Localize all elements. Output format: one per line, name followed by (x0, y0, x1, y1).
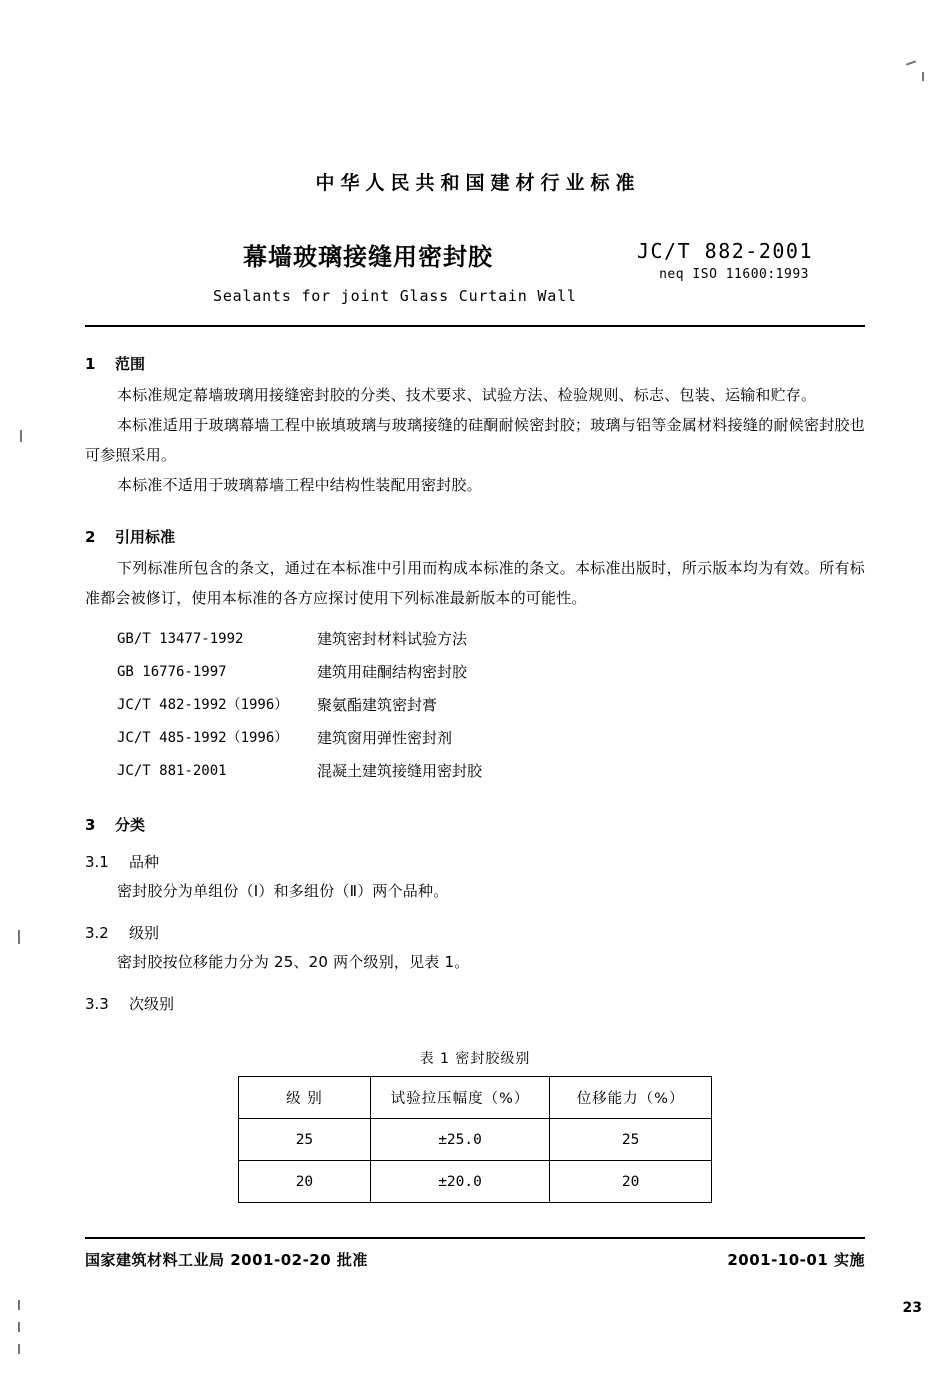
section-2-title: 引用标准 (115, 528, 176, 546)
section-3-number: 3 (85, 816, 96, 834)
list-item (85, 656, 865, 689)
reference-name: 建筑用硅酮结构密封胶 (317, 663, 468, 681)
section-3-title: 分类 (115, 816, 146, 834)
section-1-paragraph-1: 本标准规定幕墙玻璃用接缝密封胶的分类、技术要求、试验方法、检验规则、标志、包装、运输和贮存。 (117, 386, 817, 404)
list-item (85, 689, 865, 722)
table-cell-grade: 25 (239, 1119, 371, 1161)
scan-speck (20, 430, 22, 442)
reference-code: GB 16776-1997 (117, 664, 227, 680)
standard-code: JC/T 882-2001 (636, 239, 813, 263)
section-3-heading (85, 814, 865, 835)
standard-equivalence: neq ISO 11600:1993 (659, 267, 809, 282)
standard-organization-line: 中华人民共和国建材行业标准 (315, 172, 641, 194)
header-divider (85, 325, 865, 327)
section-3-3-number: 3.3 (85, 995, 109, 1013)
table-cell-grade: 20 (239, 1161, 371, 1203)
table-caption: 表 1 密封胶级别 (419, 1051, 531, 1067)
scan-speck (18, 1322, 20, 1332)
reference-name: 聚氨酯建筑密封膏 (317, 696, 438, 714)
section-1-title: 范围 (115, 355, 146, 373)
footer-approval-text: 国家建筑材料工业局 2001-02-20 批准 (85, 1251, 368, 1269)
table-cell-movement: 20 (550, 1161, 712, 1203)
page-number: 23 (902, 1300, 922, 1316)
table-header-row (239, 1077, 712, 1119)
section-2-number: 2 (85, 528, 96, 546)
referenced-standards-list (85, 623, 865, 788)
section-3-1-number: 3.1 (85, 853, 109, 871)
section-1-heading (85, 353, 865, 374)
scan-speck (18, 1300, 20, 1310)
section-3-3-title: 次级别 (129, 995, 175, 1013)
section-3-2-paragraph: 密封胶按位移能力分为 25、20 两个级别，见表 1。 (117, 953, 470, 971)
section-3-1-title: 品种 (129, 853, 160, 871)
section-2-heading (85, 526, 865, 547)
scan-speck (922, 72, 924, 81)
scan-speck (18, 1344, 20, 1354)
grade-table (238, 1076, 712, 1203)
list-item (85, 722, 865, 755)
table-cell-amplitude: ±25.0 (370, 1119, 549, 1161)
table-header-cell: 试验拉压幅度（%） (370, 1077, 549, 1119)
footer-divider (85, 1237, 865, 1239)
section-3-2-heading (85, 922, 865, 943)
title-block (85, 237, 865, 311)
reference-code: JC/T 881-2001 (117, 763, 227, 779)
section-1-paragraph-3: 本标准不适用于玻璃幕墙工程中结构性装配用密封胶。 (117, 476, 482, 494)
page-title-english: Sealants for joint Glass Curtain Wall (213, 287, 577, 305)
table-header-cell: 位移能力（%） (550, 1077, 712, 1119)
reference-name: 建筑密封材料试验方法 (317, 630, 468, 648)
section-3-1-paragraph: 密封胶分为单组份（Ⅰ）和多组份（Ⅱ）两个品种。 (117, 882, 449, 900)
list-item (85, 755, 865, 788)
table-cell-amplitude: ±20.0 (370, 1161, 549, 1203)
document-content (85, 0, 865, 1283)
section-3-2-number: 3.2 (85, 924, 109, 942)
footer (85, 1249, 865, 1283)
section-1-number: 1 (85, 355, 96, 373)
scan-speck (18, 930, 20, 944)
table-row (239, 1119, 712, 1161)
reference-name: 混凝土建筑接缝用密封胶 (317, 762, 483, 780)
section-2-paragraph-1: 下列标准所包含的条文，通过在本标准中引用而构成本标准的条文。本标准出版时，所示版本均为有效。所有标准都会被修订，使用本标准的各方应探讨使用下列标准最新版本的可能性。 (85, 559, 865, 607)
reference-code: GB/T 13477-1992 (117, 631, 244, 647)
table-row (239, 1161, 712, 1203)
table-cell-movement: 25 (550, 1119, 712, 1161)
page-title: 幕墙玻璃接缝用密封胶 (243, 243, 493, 271)
table-header-cell: 级 别 (239, 1077, 371, 1119)
scan-speck (906, 60, 916, 65)
section-1-paragraph-2: 本标准适用于玻璃幕墙工程中嵌填玻璃与玻璃接缝的硅酮耐候密封胶；玻璃与铝等金属材料接缝的耐候密封胶也可参照采用。 (85, 416, 865, 464)
reference-code: JC/T 482-1992（1996） (117, 697, 289, 713)
section-3-2-title: 级别 (129, 924, 160, 942)
reference-name: 建筑窗用弹性密封剂 (317, 729, 453, 747)
footer-effective-text: 2001-10-01 实施 (727, 1251, 865, 1269)
section-3-1-heading (85, 851, 865, 872)
section-3-3-heading (85, 993, 865, 1014)
list-item (85, 623, 865, 656)
reference-code: JC/T 485-1992（1996） (117, 730, 289, 746)
